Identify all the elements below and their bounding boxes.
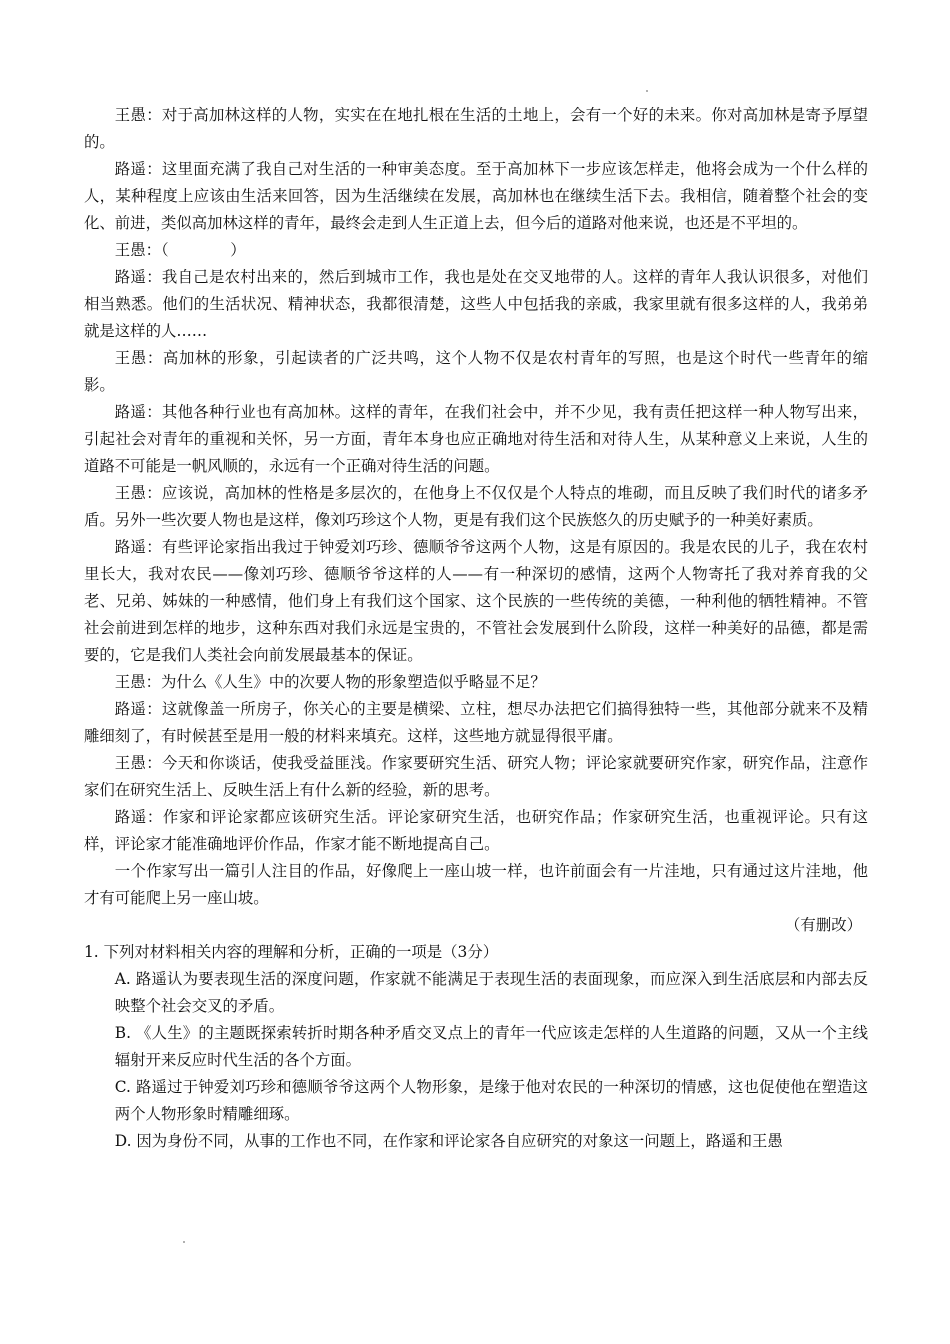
question-1: [84, 939, 868, 1155]
source-attribution: （有删改）: [785, 916, 862, 934]
option-a: A. 路遥认为要表现生活的深度问题，作家就不能满足于表现生活的表面现象，而应深入到生活底层和内部去反映整个社会交叉的矛盾。: [114, 970, 868, 1015]
dialogue-paragraph: 王愚：应该说，高加林的性格是多层次的，在他身上不仅仅是个人特点的堆砌，而且反映了我们时代的诸多矛盾。另外一些次要人物也是这样，像刘巧珍这个人物，更是有我们这个民族悠久的历史赋予的一种美好素质。: [84, 484, 868, 529]
dialogue-paragraph: 路遥：有些评论家指出我过于钟爱刘巧珍、德顺爷爷这两个人物，这是有原因的。我是农民的儿子，我在农村里长大，我对农民——像刘巧珍、德顺爷爷这样的人——有一种深切的感情，这两个人物寄托了我对养育我的父老、兄弟、姊妹的一种感情，他们身上有我们这个国家、这个民族的一些传统的美德，一种利他的牺牲精神。不管社会前进到怎样的地步，这种东西对我们永远是宝贵的，不管社会发展到什么阶段，这样一种美好的品德，都是需要的，它是我们人类社会向前发展最基本的保证。: [84, 538, 868, 664]
dialogue-paragraph: 王愚：高加林的形象，引起读者的广泛共鸣，这个人物不仅是农村青年的写照，也是这个时代一些青年的缩影。: [84, 349, 868, 394]
dialogue-paragraph: 路遥：这就像盖一所房子，你关心的主要是横梁、立柱，想尽办法把它们搞得独特一些，其他部分就来不及精雕细刻了，有时候甚至是用一般的材料来填充。这样，这些地方就显得很平庸。: [84, 700, 868, 745]
dialogue-paragraph: 路遥：这里面充满了我自己对生活的一种审美态度。至于高加林下一步应该怎样走，他将会成为一个什么样的人，某种程度上应该由生活来回答，因为生活继续在发展，高加林也在继续生活下去。我相信，随着整个社会的变化、前进，类似高加林这样的青年，最终会走到人生正道上去，但今后的道路对他来说，也还是不平坦的。: [84, 160, 868, 232]
interview-text: [84, 102, 868, 939]
exam-page: [84, 102, 868, 1155]
closing-paragraph: 一个作家写出一篇引人注目的作品，好像爬上一座山坡一样，也许前面会有一片洼地，只有通过这片洼地，他才有可能爬上另一座山坡。: [84, 862, 868, 907]
dialogue-paragraph: 路遥：其他各种行业也有高加林。这样的青年，在我们社会中，并不少见，我有责任把这样一种人物写出来，引起社会对青年的重视和关怀，另一方面，青年本身也应正确地对待生活和对待人生，从某种意义上来说，人生的道路不可能是一帆风顺的，永远有一个正确对待生活的问题。: [84, 403, 868, 475]
option-b: B. 《人生》的主题既探索转折时期各种矛盾交叉点上的青年一代应该走怎样的人生道路的问题，又从一个主线辐射开来反应时代生活的各个方面。: [114, 1024, 868, 1069]
option-c: C. 路遥过于钟爱刘巧珍和德顺爷爷这两个人物形象，是缘于他对农民的一种深切的情感，这也促使他在塑造这两个人物形象时精雕细琢。: [114, 1078, 868, 1123]
question-stem: 1. 下列对材料相关内容的理解和分析，正确的一项是（3分）: [84, 943, 499, 961]
scan-speck-top: [646, 90, 648, 92]
option-d: D. 因为身份不同，从事的工作也不同，在作家和评论家各自应研究的对象这一问题上，路遥和王愚: [114, 1132, 783, 1150]
dialogue-paragraph: 路遥：我自己是农村出来的，然后到城市工作，我也是处在交叉地带的人。这样的青年人我认识很多，对他们相当熟悉。他们的生活状况、精神状态，我都很清楚，这些人中包括我的亲戚，我家里就有很多这样的人，我弟弟就是这样的人……: [84, 268, 868, 340]
dialogue-paragraph: 王愚：今天和你谈话，使我受益匪浅。作家要研究生活、研究人物；评论家就要研究作家，研究作品，注意作家们在研究生活上、反映生活上有什么新的经验，新的思考。: [84, 754, 868, 799]
dialogue-paragraph: 王愚：对于高加林这样的人物，实实在在地扎根在生活的土地上，会有一个好的未来。你对高加林是寄予厚望的。: [84, 106, 868, 151]
dialogue-paragraph: 路遥：作家和评论家都应该研究生活。评论家研究生活，也研究作品；作家研究生活，也重视评论。只有这样，评论家才能准确地评价作品，作家才能不断地提高自己。: [84, 808, 868, 853]
dialogue-paragraph: 王愚：为什么《人生》中的次要人物的形象塑造似乎略显不足？: [114, 673, 546, 691]
scan-speck-bottom: [183, 1241, 185, 1243]
dialogue-paragraph-blank: 王愚：（ ）: [114, 241, 246, 259]
